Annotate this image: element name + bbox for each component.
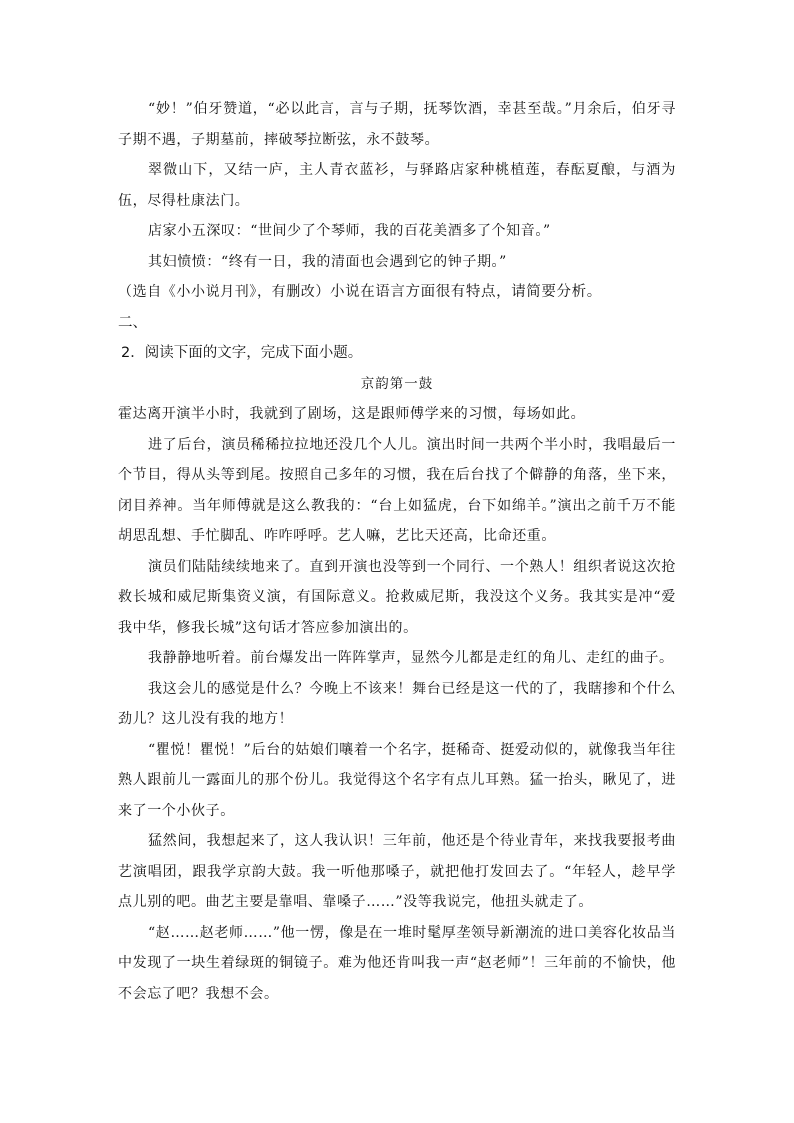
article-first-line: 霍达离开演半小时，我就到了剧场，这是跟师傅学来的习惯，每场如此。 xyxy=(118,406,586,422)
question-2: 2．阅读下面的文字，完成下面小题。 xyxy=(121,345,363,361)
question-1: 小说在语言方面很有特点，请简要分析。 xyxy=(330,284,602,300)
story-paragraph: 翠微山下，又结一庐，主人青衣蓝衫，与驿路店家种桃植莲，春酝夏酿，与酒为伍，尽得杜康法门。 xyxy=(118,162,676,209)
article-paragraph: 猛然间，我想起来了，这人我认识！三年前，他还是个待业青年，来找我要报考曲艺演唱团，跟我学京韵大鼓。我一听他那嗓子，就把他打发回去了。“年轻人，趁早学点儿别的吧。曲艺主要是靠唱、靠嗓子……”没等我说完，他扭头就走了。 xyxy=(118,833,676,910)
article-paragraph: 我静静地听着。前台爆发出一阵阵掌声，显然今儿都是走红的角儿、走红的曲子。 xyxy=(148,650,674,666)
story-paragraph: 其妇愤愤：“终有一日，我的清面也会遇到它的钟子期。” xyxy=(148,253,507,270)
source-line xyxy=(118,277,676,308)
article-paragraph: “瞿悦！瞿悦！”后台的姑娘们嚷着一个名字，挺稀奇、挺爱动似的，就像我当年往熟人跟前儿一露面儿的那个份儿。我觉得这个名字有点儿耳熟。猛一抬头，瞅见了，进来了一个小伙子。 xyxy=(118,741,676,819)
article-paragraph: 演员们陆陆续续地来了。直到开演也没等到一个同行、一个熟人！组织者说这次抢救长城和威尼斯集资义演，有国际意义。抢救威尼斯，我没这个义务。我其实是冲“爱我中华，修我长城”这句话才答应参加演出的。 xyxy=(118,558,676,636)
article-paragraph: 我这会儿的感觉是什么？今晚上不该来！舞台已经是这一代的了，我瞎掺和个什么劲儿？这儿没有我的地方！ xyxy=(118,680,676,727)
article-paragraph: 进了后台，演员稀稀拉拉地还没几个人儿。演出时间一共两个半小时，我唱最后一个节目，得从头等到尾。按照自己多年的习惯，我在后台找了个僻静的角落，坐下来，闭目养神。当年师傅就是这么教我的：“台上如猛虎，台下如绵羊。”演出之前千万不能胡思乱想、手忙脚乱、咋咋呼呼。艺人嘛，艺比天还高，比命还重。 xyxy=(118,436,676,544)
article-title: 京韵第一鼓 xyxy=(360,375,434,392)
section-label: 二、 xyxy=(118,314,147,331)
story-paragraph: “妙！”伯牙赞道，“必以此言，言与子期，抚琴饮酒，幸甚至哉。”月余后，伯牙寻子期不遇，子期墓前，摔破琴拉断弦，永不鼓琴。 xyxy=(118,101,676,148)
story-paragraph: 店家小五深叹：“世间少了个琴师，我的百花美酒多了个知音。” xyxy=(148,223,551,239)
article-paragraph: “赵……赵老师……”他一愣，像是在一堆时髦厚垄领导新潮流的进口美容化妆品当中发现了一块生着绿斑的铜镜子。难为他还肯叫我一声“赵老师”！三年前的不愉快，他不会忘了吧？我想不会。 xyxy=(118,924,676,1002)
source-note: （选自《小小说月刊》，有删改） xyxy=(118,284,330,300)
